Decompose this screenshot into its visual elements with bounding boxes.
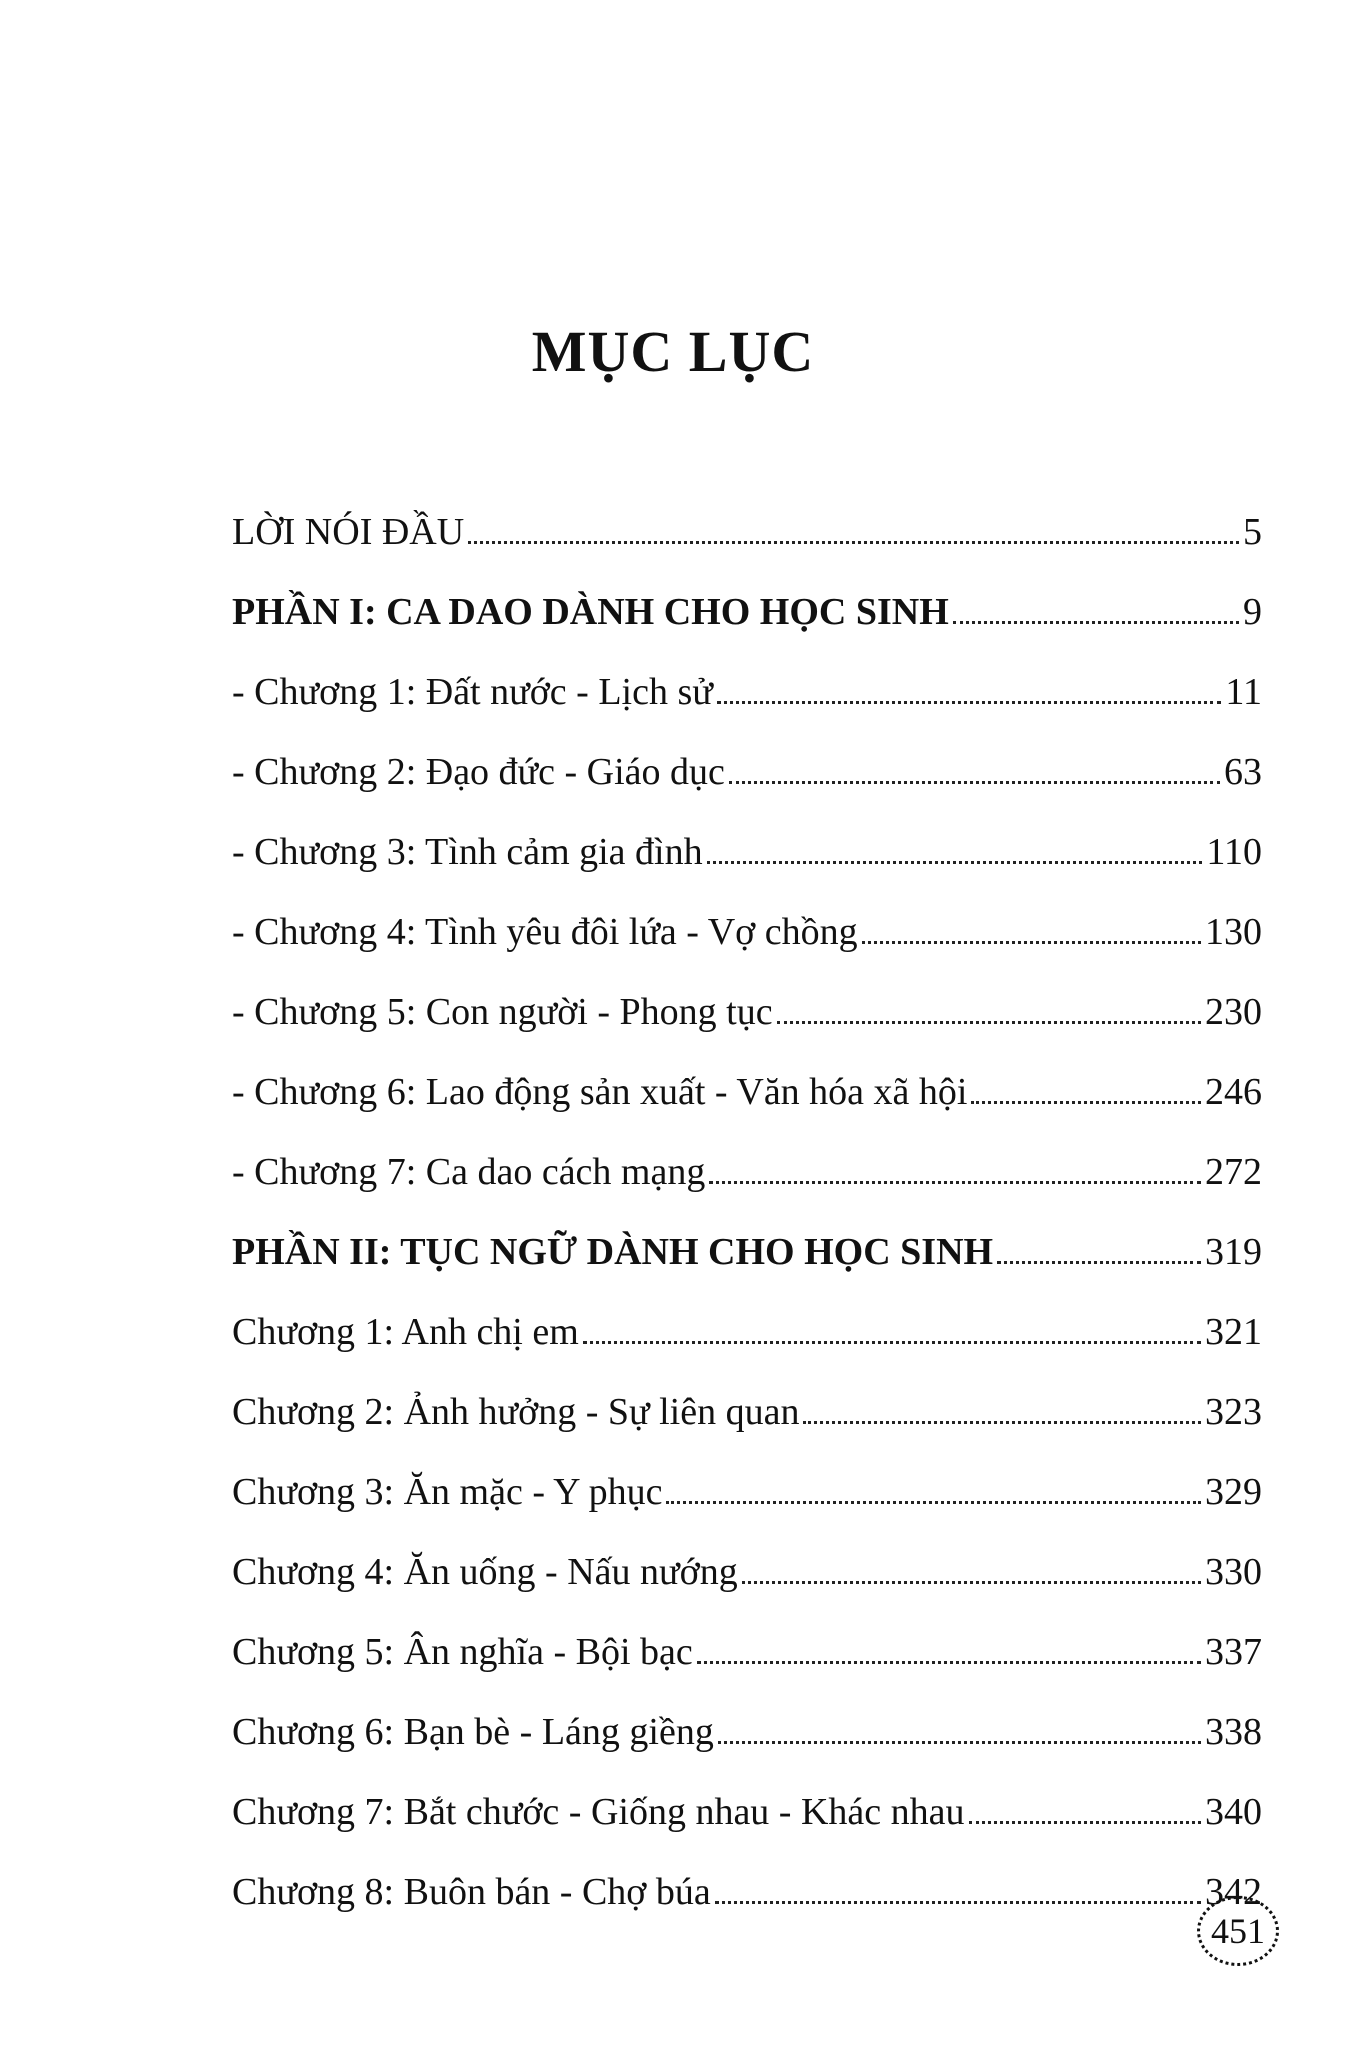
toc-entry (232, 1615, 1262, 1671)
toc-entry-label: - Chương 5: Con người - Phong tục (232, 991, 773, 1033)
toc-entry-page: 110 (1206, 831, 1262, 873)
toc-entry (232, 1455, 1262, 1511)
dot-leader (862, 941, 1201, 944)
toc-entry-label: Chương 7: Bắt chước - Giống nhau - Khác nhau (232, 1791, 965, 1833)
dot-leader (468, 541, 1239, 544)
toc-entry (232, 895, 1262, 951)
toc-entry-page: 272 (1205, 1151, 1262, 1193)
toc-entry-label: Chương 8: Buôn bán - Chợ búa (232, 1871, 711, 1913)
toc-entry (232, 1535, 1262, 1591)
toc-entry (232, 735, 1262, 791)
toc-entry-page: 342 (1205, 1871, 1262, 1913)
toc-entry (232, 655, 1262, 711)
toc-entry-page: 340 (1205, 1791, 1262, 1833)
toc-entry-page: 321 (1205, 1311, 1262, 1353)
dot-leader (971, 1101, 1201, 1104)
toc-entry (232, 1135, 1262, 1191)
toc-entry-label: Chương 6: Bạn bè - Láng giềng (232, 1711, 714, 1753)
toc-entry-page: 9 (1243, 591, 1262, 633)
toc-entry-label: LỜI NÓI ĐẦU (232, 511, 465, 553)
toc-entry-label: Chương 4: Ăn uống - Nấu nướng (232, 1551, 738, 1593)
dot-leader (715, 1901, 1201, 1904)
toc-entry-page: 337 (1205, 1631, 1262, 1673)
dot-leader (697, 1661, 1201, 1664)
dot-leader (709, 1181, 1201, 1184)
toc-entry-page: 329 (1205, 1471, 1262, 1513)
toc-entry-page: 230 (1205, 991, 1262, 1033)
toc-entry (232, 975, 1262, 1031)
dot-leader (777, 1021, 1201, 1024)
toc-entry (232, 1695, 1262, 1751)
page-number: 451 (1197, 1896, 1279, 1966)
toc-entry-label: Chương 1: Anh chị em (232, 1311, 579, 1353)
toc-entry-label: - Chương 7: Ca dao cách mạng (232, 1151, 706, 1193)
dot-leader (717, 701, 1222, 704)
toc-entry-label: Chương 3: Ăn mặc - Y phục (232, 1471, 663, 1513)
toc-entry (232, 1855, 1262, 1911)
toc-entry (232, 1295, 1262, 1351)
toc-entry-label: PHẦN II: TỤC NGỮ DÀNH CHO HỌC SINH (232, 1231, 994, 1273)
toc-entry-label: - Chương 4: Tình yêu đôi lứa - Vợ chồng (232, 911, 858, 953)
toc-entry (232, 1775, 1262, 1831)
dot-leader (803, 1421, 1201, 1424)
toc-entry-page: 5 (1243, 511, 1262, 553)
toc-title: MỤC LỤC (531, 319, 815, 384)
dot-leader (583, 1341, 1201, 1344)
toc-entry (232, 495, 1262, 551)
toc-entry (232, 1375, 1262, 1431)
toc-part-heading (232, 575, 1262, 631)
toc-entry-label: - Chương 1: Đất nước - Lịch sử (232, 671, 713, 713)
toc-entry-label: PHẦN I: CA DAO DÀNH CHO HỌC SINH (232, 591, 949, 633)
toc-entry-page: 319 (1205, 1231, 1262, 1273)
toc-entry-page: 130 (1205, 911, 1262, 953)
toc-entry-page: 323 (1205, 1391, 1262, 1433)
toc-entry-page: 338 (1205, 1711, 1262, 1753)
dot-leader (666, 1501, 1201, 1504)
toc-entry (232, 815, 1262, 871)
toc-entry-page: 11 (1225, 671, 1262, 713)
dot-leader (729, 781, 1220, 784)
dot-leader (969, 1821, 1201, 1824)
toc-entry-page: 246 (1205, 1071, 1262, 1113)
toc-entry-page: 63 (1224, 751, 1262, 793)
toc-entry-page: 330 (1205, 1551, 1262, 1593)
dot-leader (718, 1741, 1201, 1744)
dot-leader (707, 861, 1203, 864)
toc-entry-label: - Chương 3: Tình cảm gia đình (232, 831, 703, 873)
toc-entry-label: Chương 5: Ân nghĩa - Bội bạc (232, 1631, 693, 1673)
dot-leader (997, 1261, 1201, 1264)
toc-part-heading (232, 1215, 1262, 1271)
toc-entry (232, 1055, 1262, 1111)
toc-entry-label: - Chương 2: Đạo đức - Giáo dục (232, 751, 725, 793)
dot-leader (742, 1581, 1201, 1584)
toc-entry-label: Chương 2: Ảnh hưởng - Sự liên quan (232, 1391, 800, 1433)
dot-leader (953, 621, 1239, 624)
toc-entry-label: - Chương 6: Lao động sản xuất - Văn hóa xã hội (232, 1071, 968, 1113)
